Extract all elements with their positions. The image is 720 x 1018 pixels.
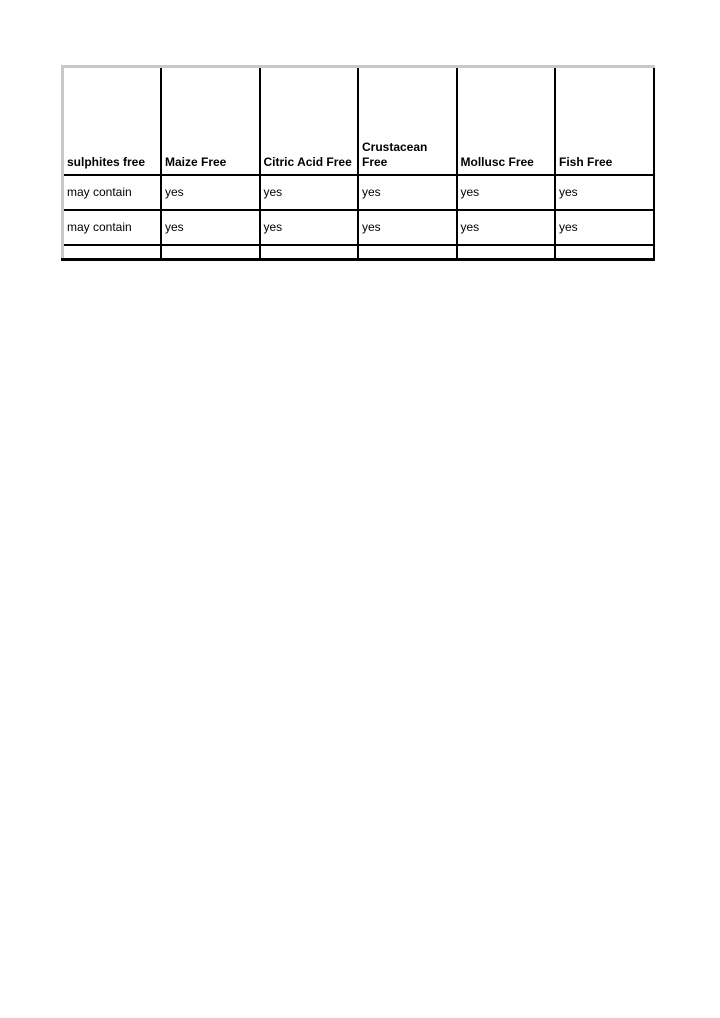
table-cell-empty bbox=[63, 245, 162, 260]
column-header-citric-acid-free: Citric Acid Free bbox=[260, 67, 359, 176]
table-cell: yes bbox=[260, 210, 359, 245]
table-cell: yes bbox=[555, 210, 654, 245]
table-row bbox=[63, 175, 654, 210]
column-header-mollusc-free: Mollusc Free bbox=[457, 67, 556, 176]
table-header-row bbox=[63, 67, 654, 176]
table-cell: may contain bbox=[63, 210, 162, 245]
table-cell: yes bbox=[161, 210, 260, 245]
table-cell-empty bbox=[358, 245, 457, 260]
table-cell: yes bbox=[457, 175, 556, 210]
column-header-fish-free: Fish Free bbox=[555, 67, 654, 176]
table-cell: may contain bbox=[63, 175, 162, 210]
table-cell-empty bbox=[161, 245, 260, 260]
table-cell: yes bbox=[555, 175, 654, 210]
table-cell: yes bbox=[260, 175, 359, 210]
table-cell-empty bbox=[555, 245, 654, 260]
table-cell: yes bbox=[358, 210, 457, 245]
table-cell: yes bbox=[161, 175, 260, 210]
table-cell-empty bbox=[457, 245, 556, 260]
table-cell: yes bbox=[358, 175, 457, 210]
allergen-table bbox=[61, 65, 655, 261]
column-header-sulphites-free: sulphites free bbox=[63, 67, 162, 176]
table-row bbox=[63, 210, 654, 245]
table-cell-empty bbox=[260, 245, 359, 260]
table-row-empty bbox=[63, 245, 654, 260]
table-cell: yes bbox=[457, 210, 556, 245]
column-header-maize-free: Maize Free bbox=[161, 67, 260, 176]
column-header-crustacean-free: Crustacean Free bbox=[358, 67, 457, 176]
